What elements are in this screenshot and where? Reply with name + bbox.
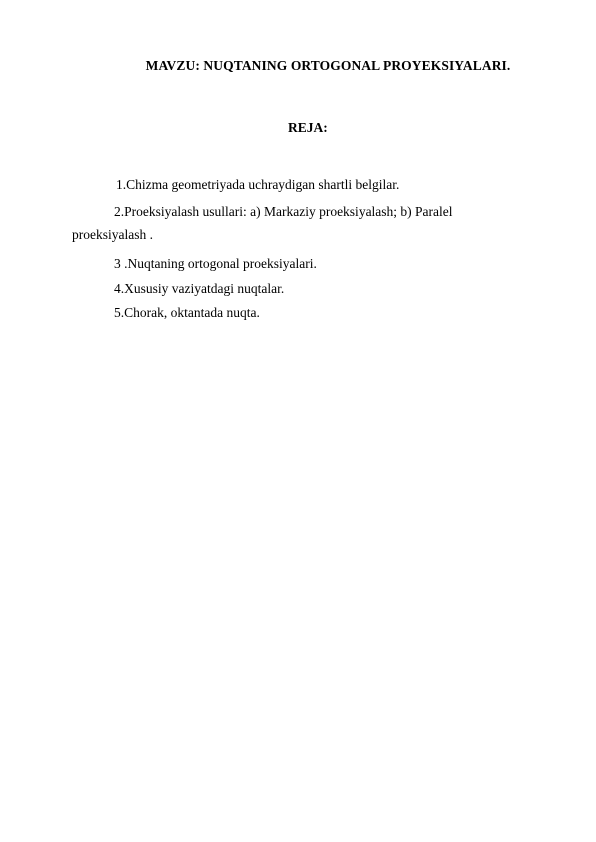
plan-item-1: 1.Chizma geometriyada uchraydigan shartli belgilar. xyxy=(116,177,400,192)
plan-item-4: 4.Xususiy vaziyatdagi nuqtalar. xyxy=(114,281,285,296)
plan-item-3: 3 .Nuqtaning ortogonal proeksiyalari. xyxy=(114,256,317,271)
plan-item-2-continuation: proeksiyalash . xyxy=(72,227,153,242)
plan-item-2: 2.Proeksiyalash usullari: a) Markaziy proeksiyalash; b) Paralel xyxy=(114,204,453,219)
plan-item-5: 5.Chorak, oktantada nuqta. xyxy=(114,305,260,320)
section-heading: REJA: xyxy=(288,120,328,135)
document-title: MAVZU: NUQTANING ORTOGONAL PROYEKSIYALARI. xyxy=(145,58,511,73)
